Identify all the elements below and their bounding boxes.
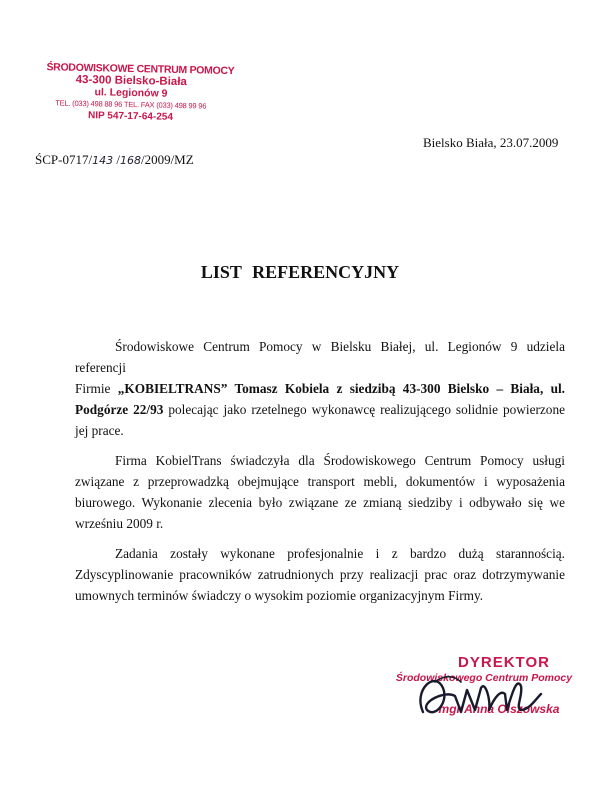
paragraph-3: Zadania zostały wykonane profesjonalnie i z bardzo dużą starannością. Zdyscyplinowanie pracowników zatrudnionych przy realizacji prac oraz dotrzymywanie umownych terminów świadczy o wysokim poziomie organizacyjnym Firmy. — [75, 546, 565, 603]
paragraph-1 — [75, 336, 565, 441]
director-name: mgr Anna Olszowska — [438, 702, 560, 716]
reference-prefix: ŚCP-0717/ — [35, 152, 93, 167]
director-title: DYREKTOR — [458, 654, 550, 671]
reference-handwritten-2: 168 — [119, 154, 141, 167]
director-organization: Środowiskowego Centrum Pomocy — [395, 672, 573, 684]
paragraph-1-ending: polecając jako rzetelnego wykonawcę realizującego solidnie powierzone jej prace. — [75, 402, 565, 438]
handwritten-signature — [405, 660, 555, 730]
company-name: „KOBIELTRANS” Tomasz Kobiela z siedzibą 43-300 Bielsko – Biała, ul. Podgórze 22/93 — [75, 381, 565, 417]
stamp-line-city: 43-300 Bielsko-Biała — [75, 73, 187, 89]
reference-separator: / — [113, 152, 120, 167]
reference-number — [35, 152, 194, 168]
paragraph-2: Firma KobielTrans świadczyła dla Środowiskowego Centrum Pomocy usługi związane z przeprowadzką obejmujące transport mebli, dokumentów i wyposażenia biurowego. Wykonanie zlecenia było związane ze zmianą siedziby i odbywało się we wrześniu 2009 r. — [75, 453, 565, 531]
stamp-line-street: ul. Legionów 9 — [94, 86, 168, 100]
place-and-date: Bielsko Biała, 23.07.2009 — [423, 135, 559, 150]
reference-handwritten-1: 143 — [92, 154, 114, 167]
reference-suffix: /2009/MZ — [140, 152, 194, 167]
letter-body — [75, 336, 565, 606]
paragraph-1-intro: Środowiskowe Centrum Pomocy w Bielsku Białej, ul. Legionów 9 udziela referencji — [75, 339, 565, 375]
paragraph-1-firm-label: Firmie — [75, 381, 111, 396]
company-stamp — [45, 61, 235, 125]
letter-title: LIST REFERENCYJNY — [200, 262, 400, 282]
stamp-line-name: ŚRODOWISKOWE CENTRUM POMOCY — [46, 61, 235, 78]
stamp-line-nip: NIP 547-17-64-254 — [87, 110, 174, 123]
stamp-line-phone: TEL. (033) 498 88 96 TEL. FAX (033) 498 99 96 — [55, 98, 207, 111]
